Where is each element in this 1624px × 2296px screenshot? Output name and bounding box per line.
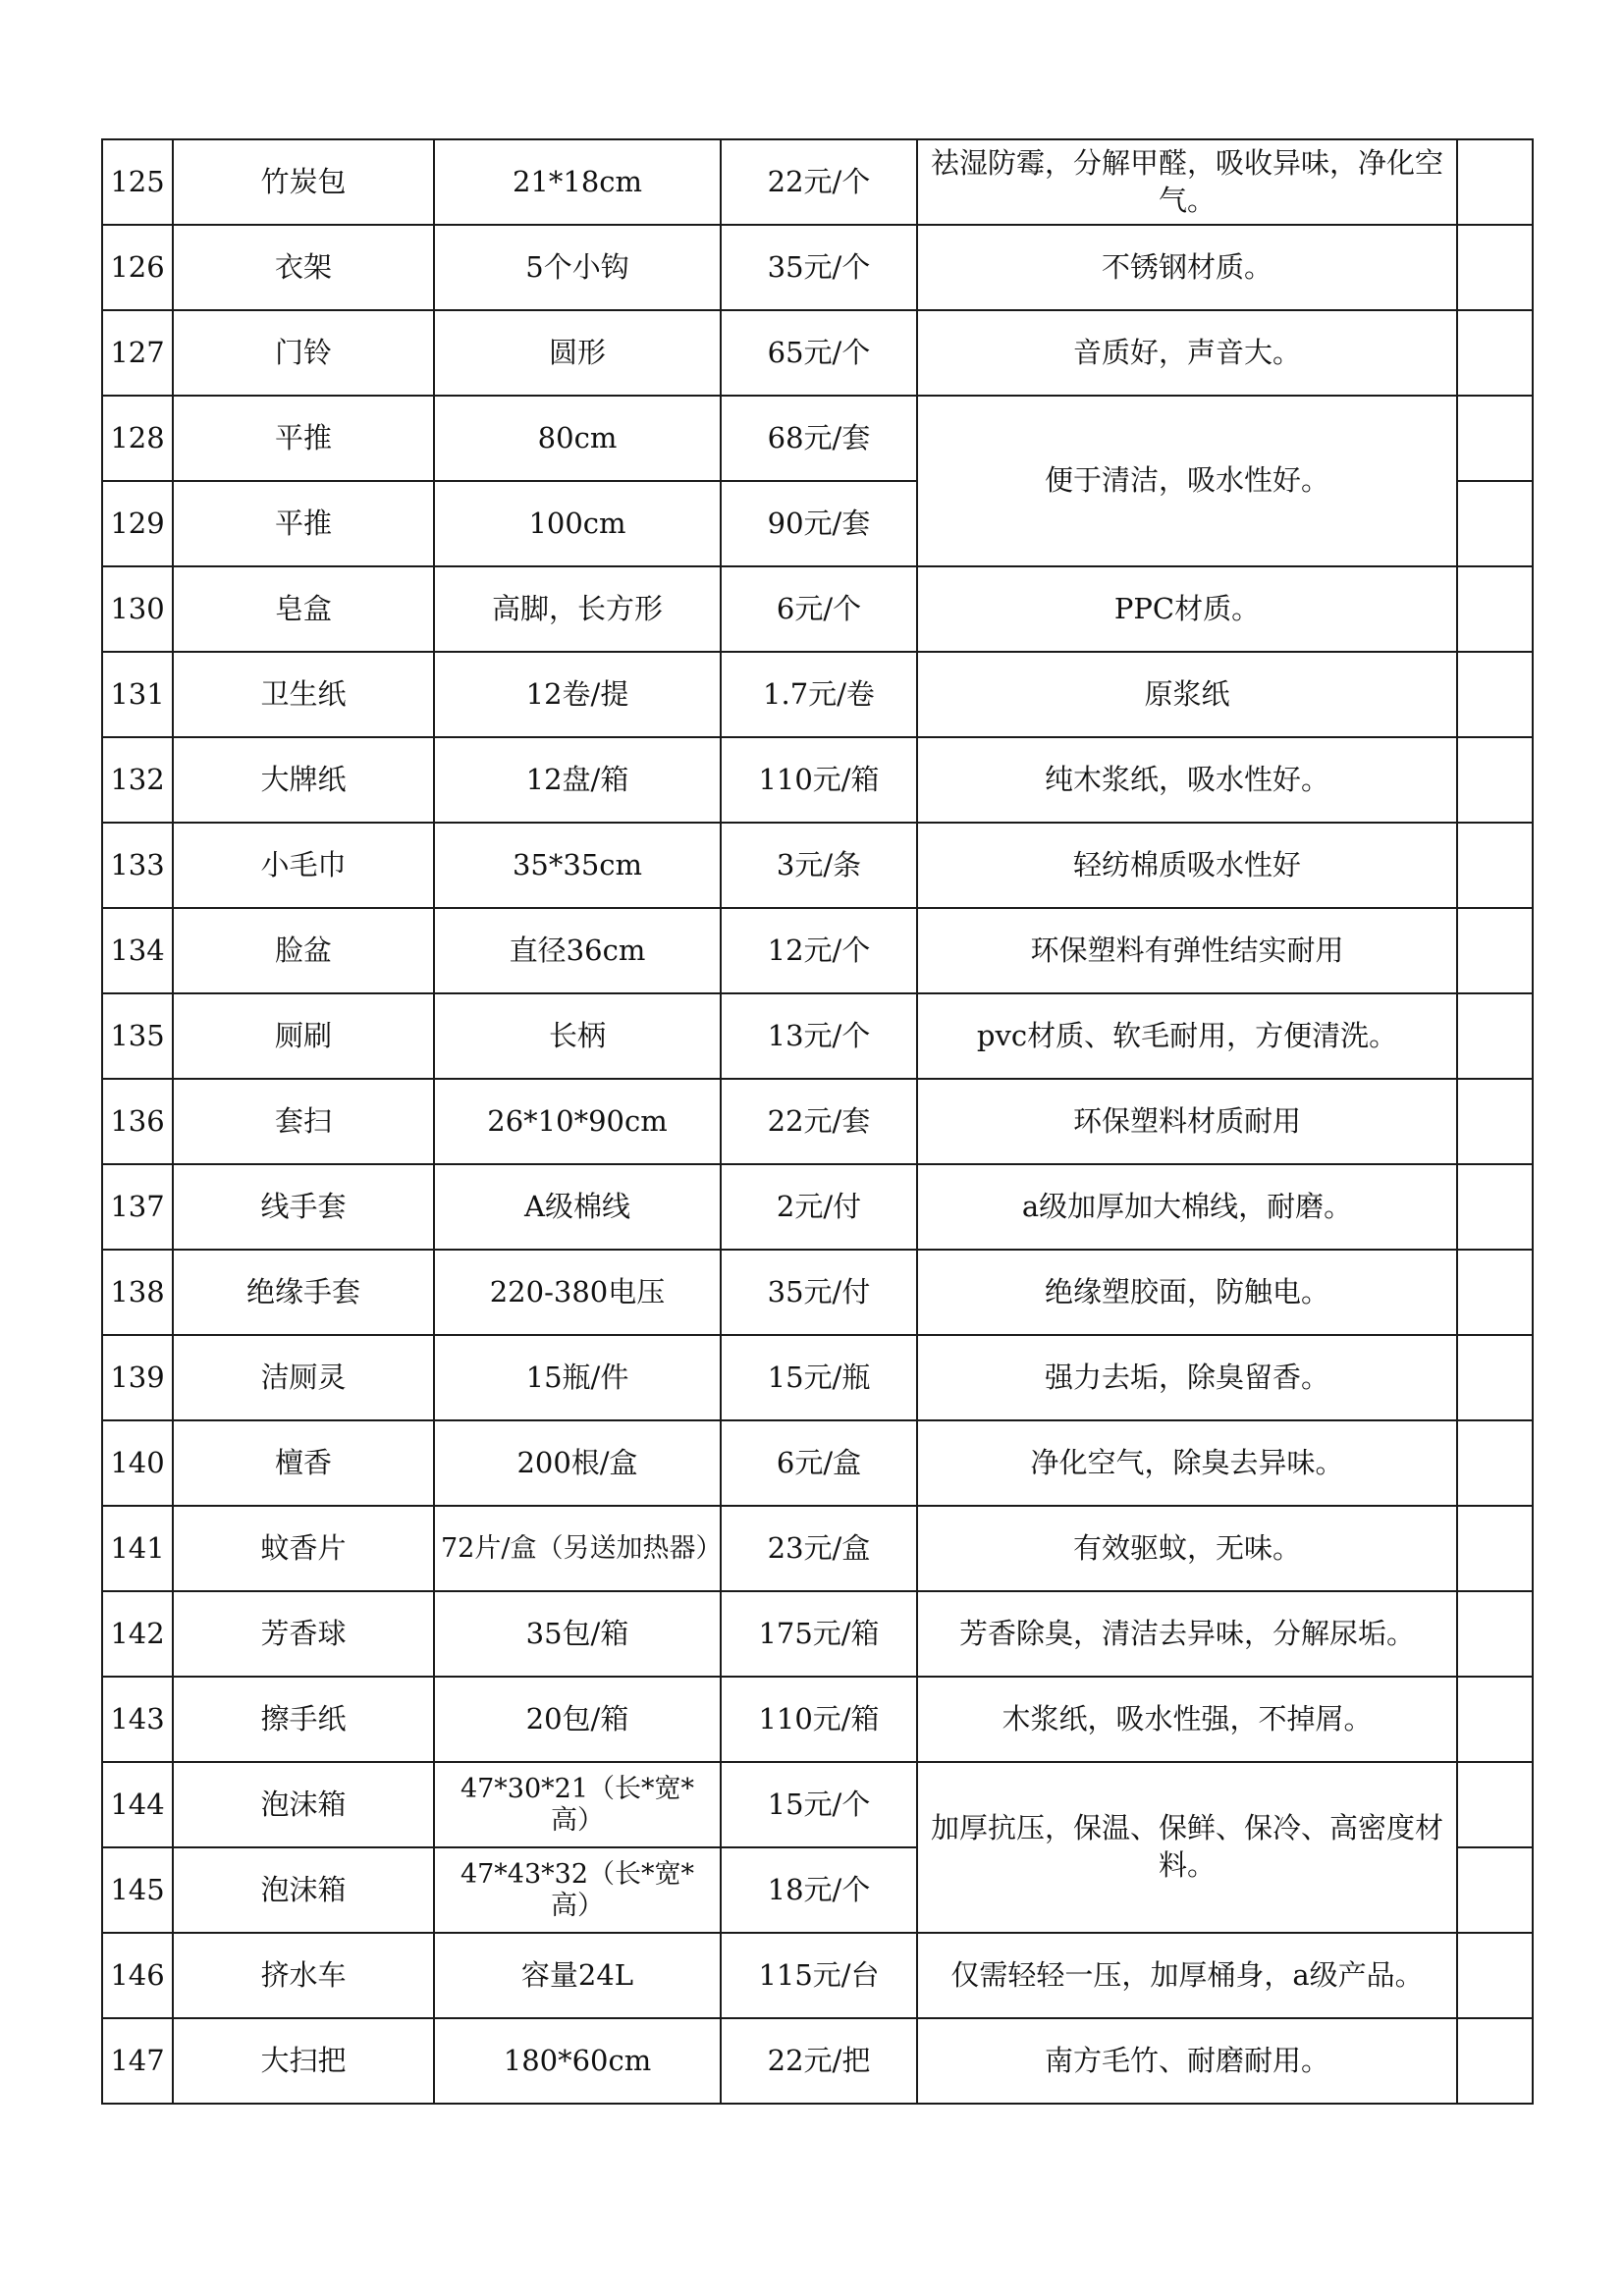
- row-number-cell: 136: [102, 1079, 173, 1164]
- item-name-cell: 大牌纸: [173, 737, 434, 823]
- row-number-cell: 132: [102, 737, 173, 823]
- remarks-cell: [1457, 1762, 1533, 1847]
- row-number-cell: 140: [102, 1420, 173, 1506]
- remarks-cell: [1457, 1250, 1533, 1335]
- table-row: [102, 1420, 1533, 1506]
- row-number-cell: 128: [102, 396, 173, 481]
- item-name-cell: 小毛巾: [173, 823, 434, 908]
- item-description-cell: 木浆纸，吸水性强，不掉屑。: [917, 1677, 1457, 1762]
- item-name-cell: 挤水车: [173, 1933, 434, 2018]
- item-description-cell: 绝缘塑胶面，防触电。: [917, 1250, 1457, 1335]
- row-number-cell: 129: [102, 481, 173, 566]
- item-spec-cell: 21*18cm: [434, 139, 721, 225]
- item-name-cell: 衣架: [173, 225, 434, 310]
- item-description-cell: 轻纺棉质吸水性好: [917, 823, 1457, 908]
- item-description-cell: 净化空气，除臭去异味。: [917, 1420, 1457, 1506]
- table-row: [102, 993, 1533, 1079]
- item-price-cell: 22元/个: [721, 139, 917, 225]
- remarks-cell: [1457, 1591, 1533, 1677]
- item-spec-cell: 72片/盒（另送加热器）: [434, 1506, 721, 1591]
- item-spec-cell: 直径36cm: [434, 908, 721, 993]
- item-spec-cell: 220-380电压: [434, 1250, 721, 1335]
- item-name-cell: 洁厕灵: [173, 1335, 434, 1420]
- item-price-cell: 110元/箱: [721, 1677, 917, 1762]
- item-spec-cell: 35包/箱: [434, 1591, 721, 1677]
- row-number-cell: 134: [102, 908, 173, 993]
- item-price-cell: 3元/条: [721, 823, 917, 908]
- table-body: [102, 139, 1533, 2104]
- item-description-cell: pvc材质、软毛耐用，方便清洗。: [917, 993, 1457, 1079]
- table-row: [102, 1250, 1533, 1335]
- table-row: [102, 225, 1533, 310]
- table-row: [102, 566, 1533, 652]
- item-name-cell: 平推: [173, 396, 434, 481]
- item-spec-cell: 5个小钩: [434, 225, 721, 310]
- table-row: [102, 1933, 1533, 2018]
- item-price-cell: 35元/个: [721, 225, 917, 310]
- item-name-cell: 卫生纸: [173, 652, 434, 737]
- remarks-cell: [1457, 1677, 1533, 1762]
- remarks-cell: [1457, 310, 1533, 396]
- item-name-cell: 绝缘手套: [173, 1250, 434, 1335]
- item-price-cell: 15元/瓶: [721, 1335, 917, 1420]
- row-number-cell: 138: [102, 1250, 173, 1335]
- item-spec-cell: 15瓶/件: [434, 1335, 721, 1420]
- item-spec-cell: 20包/箱: [434, 1677, 721, 1762]
- table-row: [102, 396, 1533, 481]
- item-price-cell: 6元/个: [721, 566, 917, 652]
- remarks-cell: [1457, 1335, 1533, 1420]
- item-spec-cell: 12盘/箱: [434, 737, 721, 823]
- row-number-cell: 126: [102, 225, 173, 310]
- item-price-cell: 12元/个: [721, 908, 917, 993]
- item-price-cell: 1.7元/卷: [721, 652, 917, 737]
- row-number-cell: 135: [102, 993, 173, 1079]
- item-name-cell: 平推: [173, 481, 434, 566]
- item-description-cell: 加厚抗压，保温、保鲜、保冷、高密度材料。: [917, 1762, 1457, 1933]
- table-row: [102, 652, 1533, 737]
- item-price-cell: 110元/箱: [721, 737, 917, 823]
- table-row: [102, 737, 1533, 823]
- remarks-cell: [1457, 2018, 1533, 2104]
- item-description-cell: PPC材质。: [917, 566, 1457, 652]
- remarks-cell: [1457, 1847, 1533, 1933]
- item-description-cell: 强力去垢，除臭留香。: [917, 1335, 1457, 1420]
- item-spec-cell: 47*43*32（长*宽*高）: [434, 1847, 721, 1933]
- item-price-cell: 65元/个: [721, 310, 917, 396]
- table-row: [102, 2018, 1533, 2104]
- table-row: [102, 1164, 1533, 1250]
- item-description-cell: 祛湿防霉，分解甲醛，吸收异味，净化空气。: [917, 139, 1457, 225]
- item-price-cell: 23元/盒: [721, 1506, 917, 1591]
- item-name-cell: 泡沫箱: [173, 1847, 434, 1933]
- item-name-cell: 擦手纸: [173, 1677, 434, 1762]
- item-description-cell: 环保塑料材质耐用: [917, 1079, 1457, 1164]
- item-name-cell: 蚊香片: [173, 1506, 434, 1591]
- item-spec-cell: 35*35cm: [434, 823, 721, 908]
- row-number-cell: 139: [102, 1335, 173, 1420]
- remarks-cell: [1457, 1420, 1533, 1506]
- item-price-cell: 68元/套: [721, 396, 917, 481]
- row-number-cell: 127: [102, 310, 173, 396]
- remarks-cell: [1457, 1933, 1533, 2018]
- item-spec-cell: 高脚，长方形: [434, 566, 721, 652]
- item-price-cell: 18元/个: [721, 1847, 917, 1933]
- item-price-cell: 2元/付: [721, 1164, 917, 1250]
- item-description-cell: 纯木浆纸，吸水性好。: [917, 737, 1457, 823]
- item-price-cell: 90元/套: [721, 481, 917, 566]
- row-number-cell: 130: [102, 566, 173, 652]
- remarks-cell: [1457, 652, 1533, 737]
- table-row: [102, 139, 1533, 225]
- remarks-cell: [1457, 566, 1533, 652]
- item-price-cell: 175元/箱: [721, 1591, 917, 1677]
- table-row: [102, 823, 1533, 908]
- item-name-cell: 檀香: [173, 1420, 434, 1506]
- item-description-cell: 仅需轻轻一压，加厚桶身，a级产品。: [917, 1933, 1457, 2018]
- item-name-cell: 泡沫箱: [173, 1762, 434, 1847]
- row-number-cell: 144: [102, 1762, 173, 1847]
- row-number-cell: 147: [102, 2018, 173, 2104]
- item-name-cell: 竹炭包: [173, 139, 434, 225]
- item-price-cell: 22元/套: [721, 1079, 917, 1164]
- item-description-cell: a级加厚加大棉线，耐磨。: [917, 1164, 1457, 1250]
- item-name-cell: 门铃: [173, 310, 434, 396]
- table-row: [102, 1677, 1533, 1762]
- item-price-cell: 115元/台: [721, 1933, 917, 2018]
- remarks-cell: [1457, 225, 1533, 310]
- item-spec-cell: 100cm: [434, 481, 721, 566]
- item-spec-cell: 容量24L: [434, 1933, 721, 2018]
- item-price-cell: 15元/个: [721, 1762, 917, 1847]
- table-row: [102, 1506, 1533, 1591]
- row-number-cell: 133: [102, 823, 173, 908]
- item-description-cell: 芳香除臭，清洁去异味，分解尿垢。: [917, 1591, 1457, 1677]
- item-name-cell: 套扫: [173, 1079, 434, 1164]
- item-spec-cell: 180*60cm: [434, 2018, 721, 2104]
- item-name-cell: 芳香球: [173, 1591, 434, 1677]
- remarks-cell: [1457, 993, 1533, 1079]
- item-description-cell: 原浆纸: [917, 652, 1457, 737]
- item-name-cell: 线手套: [173, 1164, 434, 1250]
- item-price-cell: 35元/付: [721, 1250, 917, 1335]
- table-row: [102, 908, 1533, 993]
- row-number-cell: 143: [102, 1677, 173, 1762]
- row-number-cell: 141: [102, 1506, 173, 1591]
- item-description-cell: 环保塑料有弹性结实耐用: [917, 908, 1457, 993]
- item-price-cell: 6元/盒: [721, 1420, 917, 1506]
- item-description-cell: 便于清洁，吸水性好。: [917, 396, 1457, 566]
- remarks-cell: [1457, 139, 1533, 225]
- item-description-cell: 有效驱蚊，无味。: [917, 1506, 1457, 1591]
- item-description-cell: 音质好，声音大。: [917, 310, 1457, 396]
- remarks-cell: [1457, 1164, 1533, 1250]
- item-description-cell: 南方毛竹、耐磨耐用。: [917, 2018, 1457, 2104]
- row-number-cell: 125: [102, 139, 173, 225]
- item-spec-cell: 47*30*21（长*宽*高）: [434, 1762, 721, 1847]
- item-price-cell: 13元/个: [721, 993, 917, 1079]
- row-number-cell: 137: [102, 1164, 173, 1250]
- table-row: [102, 1079, 1533, 1164]
- table-row: [102, 310, 1533, 396]
- item-name-cell: 皂盒: [173, 566, 434, 652]
- item-name-cell: 大扫把: [173, 2018, 434, 2104]
- item-spec-cell: 12卷/提: [434, 652, 721, 737]
- remarks-cell: [1457, 908, 1533, 993]
- item-price-cell: 22元/把: [721, 2018, 917, 2104]
- item-name-cell: 脸盆: [173, 908, 434, 993]
- remarks-cell: [1457, 1079, 1533, 1164]
- item-spec-cell: 80cm: [434, 396, 721, 481]
- row-number-cell: 146: [102, 1933, 173, 2018]
- table-row: [102, 1335, 1533, 1420]
- remarks-cell: [1457, 737, 1533, 823]
- remarks-cell: [1457, 823, 1533, 908]
- row-number-cell: 142: [102, 1591, 173, 1677]
- row-number-cell: 131: [102, 652, 173, 737]
- item-spec-cell: 200根/盒: [434, 1420, 721, 1506]
- remarks-cell: [1457, 1506, 1533, 1591]
- row-number-cell: 145: [102, 1847, 173, 1933]
- item-spec-cell: 26*10*90cm: [434, 1079, 721, 1164]
- item-spec-cell: A级棉线: [434, 1164, 721, 1250]
- item-spec-cell: 圆形: [434, 310, 721, 396]
- remarks-cell: [1457, 481, 1533, 566]
- table-row: [102, 1591, 1533, 1677]
- item-name-cell: 厕刷: [173, 993, 434, 1079]
- item-spec-cell: 长柄: [434, 993, 721, 1079]
- remarks-cell: [1457, 396, 1533, 481]
- product-price-table: [101, 138, 1534, 2105]
- table-row: [102, 1762, 1533, 1847]
- item-description-cell: 不锈钢材质。: [917, 225, 1457, 310]
